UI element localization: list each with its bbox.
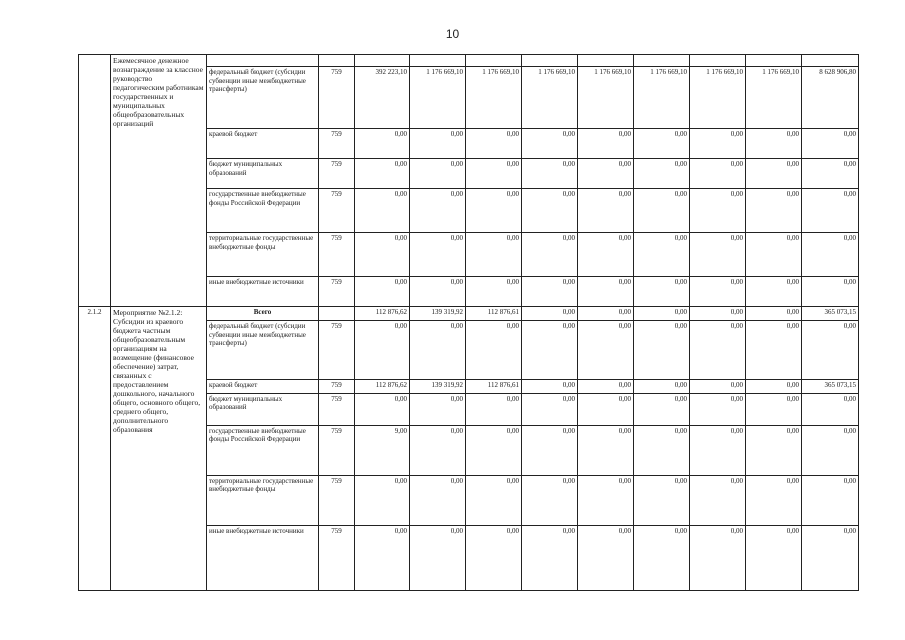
code-cell: 759 xyxy=(319,233,355,277)
value-cell: 0,00 xyxy=(802,393,859,425)
value-cell: 0,00 xyxy=(578,129,634,159)
value-cell: 0,00 xyxy=(355,277,410,307)
code-cell: 759 xyxy=(319,67,355,129)
value-cell: 0,00 xyxy=(410,129,466,159)
value-cell: 0,00 xyxy=(802,159,859,189)
value-cell: 0,00 xyxy=(746,277,802,307)
value-cell: 0,00 xyxy=(634,129,690,159)
funding-source: бюджет муниципальных образований xyxy=(207,393,319,425)
value-cell: 0,00 xyxy=(466,321,522,379)
value-cell: 392 223,10 xyxy=(355,67,410,129)
value-cell: 0,00 xyxy=(410,189,466,233)
value-cell: 0,00 xyxy=(690,475,746,525)
value-cell: 0,00 xyxy=(578,425,634,475)
value-cell: 1 176 669,10 xyxy=(578,67,634,129)
value-cell: 0,00 xyxy=(355,233,410,277)
value-cell: 0,00 xyxy=(634,321,690,379)
value-cell: 0,00 xyxy=(634,475,690,525)
value-cell: 1 176 669,10 xyxy=(410,67,466,129)
value-cell: 0,00 xyxy=(522,321,578,379)
value-cell: 0,00 xyxy=(410,233,466,277)
funding-source: краевой бюджет xyxy=(207,379,319,393)
value-cell: 0,00 xyxy=(802,475,859,525)
page-number: 10 xyxy=(445,27,460,41)
value-cell: 0,00 xyxy=(578,189,634,233)
value-cell: 0,00 xyxy=(690,425,746,475)
value-cell: 0,00 xyxy=(578,277,634,307)
value-cell: 1 176 669,10 xyxy=(522,67,578,129)
value-cell: 1 176 669,10 xyxy=(634,67,690,129)
value-cell: 0,00 xyxy=(522,189,578,233)
value-cell: 0,00 xyxy=(802,189,859,233)
value-cell: 1 176 669,10 xyxy=(746,67,802,129)
value-cell: 0,00 xyxy=(466,475,522,525)
value-cell: 0,00 xyxy=(578,159,634,189)
code-cell: 759 xyxy=(319,393,355,425)
total-label: Всего xyxy=(207,307,319,321)
value-cell: 0,00 xyxy=(802,525,859,590)
value-cell: 0,00 xyxy=(634,307,690,321)
code-cell: 759 xyxy=(319,425,355,475)
value-cell: 0,00 xyxy=(746,189,802,233)
value-cell: 139 319,92 xyxy=(410,379,466,393)
value-cell: 0,00 xyxy=(410,425,466,475)
section-1 xyxy=(79,55,859,307)
row-number-cell: 2.1.2 xyxy=(79,307,111,591)
event-name-cell: Мероприятие №2.1.2: Субсидии из краевого бюджета частным общеобразовательным организациям на возмещение (финансовое обеспечение) затрат, связанных с предоставлением дошкольного, начального общего, основного общего, среднего общего, дополнительного образования xyxy=(111,307,207,591)
code-cell: 759 xyxy=(319,129,355,159)
value-cell: 0,00 xyxy=(690,307,746,321)
value-cell: 0,00 xyxy=(634,277,690,307)
value-cell: 8 628 906,80 xyxy=(802,67,859,129)
value-cell: 0,00 xyxy=(634,379,690,393)
value-cell: 0,00 xyxy=(522,393,578,425)
value-cell: 0,00 xyxy=(410,321,466,379)
value-cell: 0,00 xyxy=(578,307,634,321)
value-cell: 0,00 xyxy=(690,321,746,379)
funding-source: иные внебюджетные источники xyxy=(207,525,319,590)
value-cell: 112 876,61 xyxy=(466,307,522,321)
value-cell: 9,00 xyxy=(355,425,410,475)
code-cell: 759 xyxy=(319,277,355,307)
value-cell: 0,00 xyxy=(466,277,522,307)
value-cell: 0,00 xyxy=(466,425,522,475)
funding-source: иные внебюджетные источники xyxy=(207,277,319,307)
value-cell: 0,00 xyxy=(802,277,859,307)
value-cell: 1 176 669,10 xyxy=(690,67,746,129)
value-cell: 0,00 xyxy=(690,393,746,425)
value-cell: 112 876,61 xyxy=(466,379,522,393)
value-cell: 0,00 xyxy=(355,321,410,379)
value-cell: 1 176 669,10 xyxy=(466,67,522,129)
code-cell: 759 xyxy=(319,189,355,233)
value-cell: 0,00 xyxy=(355,129,410,159)
value-cell: 0,00 xyxy=(466,393,522,425)
value-cell: 0,00 xyxy=(746,379,802,393)
value-cell: 0,00 xyxy=(410,393,466,425)
value-cell: 112 876,62 xyxy=(355,307,410,321)
value-cell: 0,00 xyxy=(634,233,690,277)
value-cell: 0,00 xyxy=(522,129,578,159)
funding-source: территориальные государственные внебюджетные фонды xyxy=(207,475,319,525)
value-cell: 0,00 xyxy=(746,307,802,321)
value-cell: 0,00 xyxy=(466,525,522,590)
value-cell: 0,00 xyxy=(746,393,802,425)
value-cell: 0,00 xyxy=(410,525,466,590)
value-cell: 0,00 xyxy=(690,189,746,233)
value-cell: 365 073,15 xyxy=(802,379,859,393)
value-cell: 0,00 xyxy=(802,425,859,475)
value-cell: 0,00 xyxy=(802,129,859,159)
value-cell: 0,00 xyxy=(690,129,746,159)
value-cell: 0,00 xyxy=(522,277,578,307)
value-cell: 0,00 xyxy=(466,189,522,233)
value-cell: 0,00 xyxy=(355,475,410,525)
funding-source: федеральный бюджет (субсидии субвенции иные межбюджетные трансферты) xyxy=(207,67,319,129)
value-cell: 0,00 xyxy=(522,525,578,590)
value-cell: 0,00 xyxy=(578,379,634,393)
value-cell: 365 073,15 xyxy=(802,307,859,321)
value-cell: 0,00 xyxy=(746,321,802,379)
value-cell: 0,00 xyxy=(746,159,802,189)
value-cell: 139 319,92 xyxy=(410,307,466,321)
value-cell: 0,00 xyxy=(578,475,634,525)
value-cell: 0,00 xyxy=(690,525,746,590)
value-cell: 0,00 xyxy=(522,425,578,475)
section-2 xyxy=(79,307,859,591)
value-cell: 0,00 xyxy=(690,277,746,307)
value-cell: 0,00 xyxy=(578,525,634,590)
event-name-cell: Ежемесячное денежное вознаграждение за классное руководство педагогическим работникам государственных и муниципальных общеобразовательных организаций xyxy=(111,55,207,307)
value-cell: 0,00 xyxy=(355,525,410,590)
funding-source: бюджет муниципальных образований xyxy=(207,159,319,189)
value-cell: 0,00 xyxy=(466,233,522,277)
value-cell: 0,00 xyxy=(634,525,690,590)
value-cell: 0,00 xyxy=(522,475,578,525)
code-cell: 759 xyxy=(319,379,355,393)
value-cell: 0,00 xyxy=(746,129,802,159)
budget-table xyxy=(78,54,859,591)
value-cell: 0,00 xyxy=(355,393,410,425)
funding-source: федеральный бюджет (субсидии субвенции иные межбюджетные трансферты) xyxy=(207,321,319,379)
value-cell: 0,00 xyxy=(746,425,802,475)
value-cell: 0,00 xyxy=(634,425,690,475)
code-cell: 759 xyxy=(319,321,355,379)
value-cell: 0,00 xyxy=(410,159,466,189)
value-cell: 0,00 xyxy=(690,159,746,189)
value-cell: 0,00 xyxy=(802,321,859,379)
value-cell: 0,00 xyxy=(746,233,802,277)
code-cell: 759 xyxy=(319,475,355,525)
row-number-cell xyxy=(79,55,111,307)
funding-source: территориальные государственные внебюджетные фонды xyxy=(207,233,319,277)
code-cell: 759 xyxy=(319,525,355,590)
table-row xyxy=(79,55,859,67)
value-cell: 0,00 xyxy=(522,379,578,393)
value-cell: 0,00 xyxy=(522,159,578,189)
value-cell: 0,00 xyxy=(690,379,746,393)
value-cell: 0,00 xyxy=(746,525,802,590)
value-cell: 0,00 xyxy=(802,233,859,277)
value-cell: 0,00 xyxy=(690,233,746,277)
value-cell: 0,00 xyxy=(522,307,578,321)
value-cell: 0,00 xyxy=(410,475,466,525)
value-cell: 0,00 xyxy=(634,159,690,189)
value-cell: 0,00 xyxy=(634,393,690,425)
code-cell xyxy=(319,307,355,321)
value-cell: 0,00 xyxy=(466,159,522,189)
funding-source: краевой бюджет xyxy=(207,129,319,159)
value-cell: 0,00 xyxy=(634,189,690,233)
value-cell: 0,00 xyxy=(466,129,522,159)
value-cell: 112 876,62 xyxy=(355,379,410,393)
value-cell: 0,00 xyxy=(410,277,466,307)
value-cell: 0,00 xyxy=(355,189,410,233)
table-row xyxy=(79,307,859,321)
value-cell: 0,00 xyxy=(355,159,410,189)
value-cell: 0,00 xyxy=(746,475,802,525)
value-cell: 0,00 xyxy=(522,233,578,277)
value-cell: 0,00 xyxy=(578,233,634,277)
value-cell: 0,00 xyxy=(578,393,634,425)
value-cell: 0,00 xyxy=(578,321,634,379)
funding-source: государственные внебюджетные фонды Российской Федерации xyxy=(207,425,319,475)
funding-source: государственные внебюджетные фонды Российской Федерации xyxy=(207,189,319,233)
code-cell: 759 xyxy=(319,159,355,189)
